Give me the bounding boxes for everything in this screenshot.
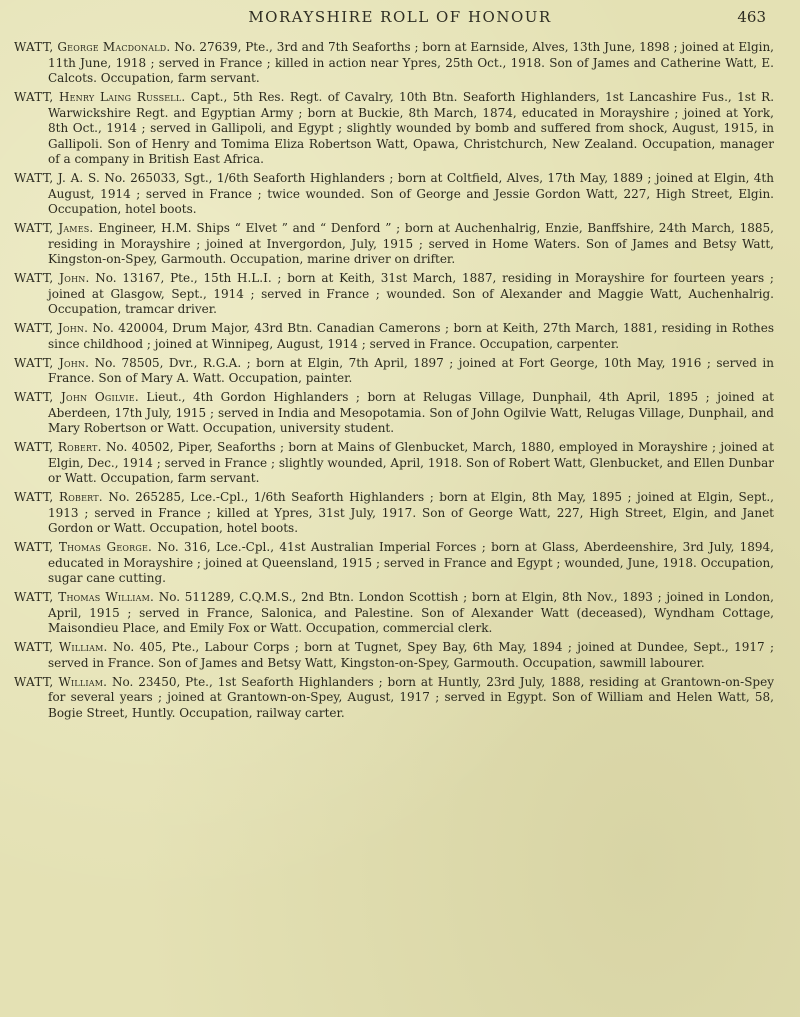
entry-surname: WATT, [14,440,54,454]
roll-entry [14,390,774,437]
roll-entry [14,540,774,587]
entry-forename: James. [58,221,94,235]
entry-details: Engineer, H.M. Ships “ Elvet ” and “ Denford ” ; born at Auchenhalrig, Enzie, Banffshire, 24th March, 1885, residing in Morayshire ; joined at Invergordon, July, 1915 ; served in Home Waters. Son of James and Betsy Watt, Kingston-on-Spey, Garmouth. Occupation, marine driver on drifter. [48,221,774,266]
roll-entry [14,675,774,722]
entry-surname: WATT, [14,40,54,54]
roll-entry [14,221,774,268]
entry-forename: Thomas William. [58,590,155,604]
entry-surname: WATT, [14,321,54,335]
entry-forename: John. [59,355,90,370]
running-title: MORAYSHIRE ROLL OF HONOUR [248,8,552,26]
entry-details: No. 27639, Pte., 3rd and 7th Seaforths ; born at Earnside, Alves, 13th June, 1898 ; joined at Elgin, 11th June, 1918 ; served in France ; killed in action near Ypres, 25th Oct., 1918. Son of James and Catherine Watt, E. Calcots. Occupation, farm servant. [48,40,775,85]
entry-forename: Henry Laing Russell. [58,90,186,104]
page-header [0,8,800,32]
roll-entry [14,356,774,387]
entry-details: No. 316, Lce.-Cpl., 41st Australian Imperial Forces ; born at Glass, Aberdeenshire, 3rd July, 1894, educated in Morayshire ; joined at Queensland, 1915 ; served in France and Egypt ; wounded, June, 1918. Occupation, sugar cane cutting. [48,540,774,585]
entry-forename: William. [58,640,108,654]
entry-surname: WATT, [14,674,54,689]
entry-surname: WATT, [14,221,54,235]
roll-entry [14,40,774,87]
entry-surname: WATT, [14,640,54,654]
roll-entry [14,271,774,318]
entry-surname: WATT, [14,171,54,185]
entry-forename: Robert. [57,440,102,454]
entry-forename: George Macdonald. [57,40,171,54]
entry-details: Lieut., 4th Gordon Highlanders ; born at Relugas Village, Dunphail, 4th April, 1895 ; joined at Aberdeen, 17th July, 1915 ; served in India and Mesopotamia. Son of John Ogilvie Watt, Relugas Village, Dunphail, and Mary Robertson or Watt. Occupation, university student. [48,390,774,435]
entry-forename: William. [58,674,108,689]
page-number: 463 [737,8,766,26]
roll-entry [14,590,774,637]
entry-forename: J. A. S. [57,171,101,185]
entry-details: No. 511289, C.Q.M.S., 2nd Btn. London Scottish ; born at Elgin, 8th Nov., 1893 ; joined in London, April, 1915 ; served in France, Salonica, and Palestine. Son of Alexander Watt (deceased), Wyndham Cottage, Maisondieu Place, and Emily Fox or Watt. Occupation, commercial clerk. [48,590,774,635]
roll-entry [14,90,774,168]
entry-details: No. 78505, Dvr., R.G.A. ; born at Elgin, 7th April, 1897 ; joined at Fort George, 10th May, 1916 ; served in France. Son of Mary A. Watt. Occupation, painter. [48,355,774,385]
entry-details: No. 40502, Piper, Seaforths ; born at Mains of Glenbucket, March, 1880, employed in Morayshire ; joined at Elgin, Dec., 1914 ; served in France ; slightly wounded, April, 1918. Son of Robert Watt, Glenbucket, and Ellen Dunbar or Watt. Occupation, farm servant. [48,440,774,485]
roll-entry [14,321,774,352]
roll-entry [14,440,774,487]
entry-details: No. 265033, Sgt., 1/6th Seaforth Highlanders ; born at Coltfield, Alves, 17th May, 1889 ; joined at Elgin, 4th August, 1914 ; served in France ; twice wounded. Son of George and Jessie Gordon Watt, 227, High Street, Elgin. Occupation, hotel boots. [48,171,774,216]
roll-entry [14,171,774,218]
entry-details: No. 420004, Drum Major, 43rd Btn. Canadian Camerons ; born at Keith, 27th March, 1881, residing in Rothes since childhood ; joined at Winnipeg, August, 1914 ; served in France. Occupation, carpenter. [48,321,775,351]
entry-forename: John. [59,271,90,285]
roll-entry [14,490,774,537]
entry-forename: Thomas George. [58,540,153,554]
entry-forename: John Ogilvie. [61,390,139,404]
entry-forename: John. [57,321,89,335]
entry-surname: WATT, [14,490,54,504]
entry-forename: Robert. [59,490,103,504]
entry-details: Capt., 5th Res. Regt. of Cavalry, 10th Btn. Seaforth Highlanders, 1st Lancashire Fus., 1st R. Warwickshire Regt. and Egyptian Army ; born at Buckie, 8th March, 1874, educated in Morayshire ; joined at York, 8th Oct., 1914 ; served in Gallipoli, and Egypt ; slightly wounded by bomb and suffered from shock, August, 1915, in Gallipoli. Son of Henry and Tomima Eliza Robertson Watt, Opawa, Christchurch, New Zealand. Occupation, manager of a company in British East Africa. [48,90,775,166]
entry-surname: WATT, [14,271,54,285]
entry-details: No. 23450, Pte., 1st Seaforth Highlanders ; born at Huntly, 23rd July, 1888, residing at Grantown-on-Spey for several years ; joined at Grantown-on-Spey, August, 1917 ; served in Egypt. Son of William and Helen Watt, 58, Bogie Street, Huntly. Occupation, railway carter. [48,674,774,720]
entry-details: No. 265285, Lce.-Cpl., 1/6th Seaforth Highlanders ; born at Elgin, 8th May, 1895 ; joined at Elgin, Sept., 1913 ; served in France ; killed at Ypres, 31st July, 1917. Son of George Watt, 227, High Street, Elgin, and Janet Gordon or Watt. Occupation, hotel boots. [48,490,774,535]
roll-entry [14,640,774,671]
entry-surname: WATT, [14,540,54,554]
entry-details: No. 13167, Pte., 15th H.L.I. ; born at Keith, 31st March, 1887, residing in Morayshire for fourteen years ; joined at Glasgow, Sept., 1914 ; served in France ; wounded. Son of Alexander and Maggie Watt, Auchenhalrig. Occupation, tramcar driver. [48,271,774,316]
entry-surname: WATT, [14,355,54,370]
roll-entries [14,40,774,725]
entry-details: No. 405, Pte., Labour Corps ; born at Tugnet, Spey Bay, 6th May, 1894 ; joined at Dundee, Sept., 1917 ; served in France. Son of James and Betsy Watt, Kingston-on-Spey, Garmouth. Occupation, sawmill labourer. [48,640,774,670]
entry-surname: WATT, [14,590,54,604]
entry-surname: WATT, [14,390,54,404]
entry-surname: WATT, [14,90,54,104]
